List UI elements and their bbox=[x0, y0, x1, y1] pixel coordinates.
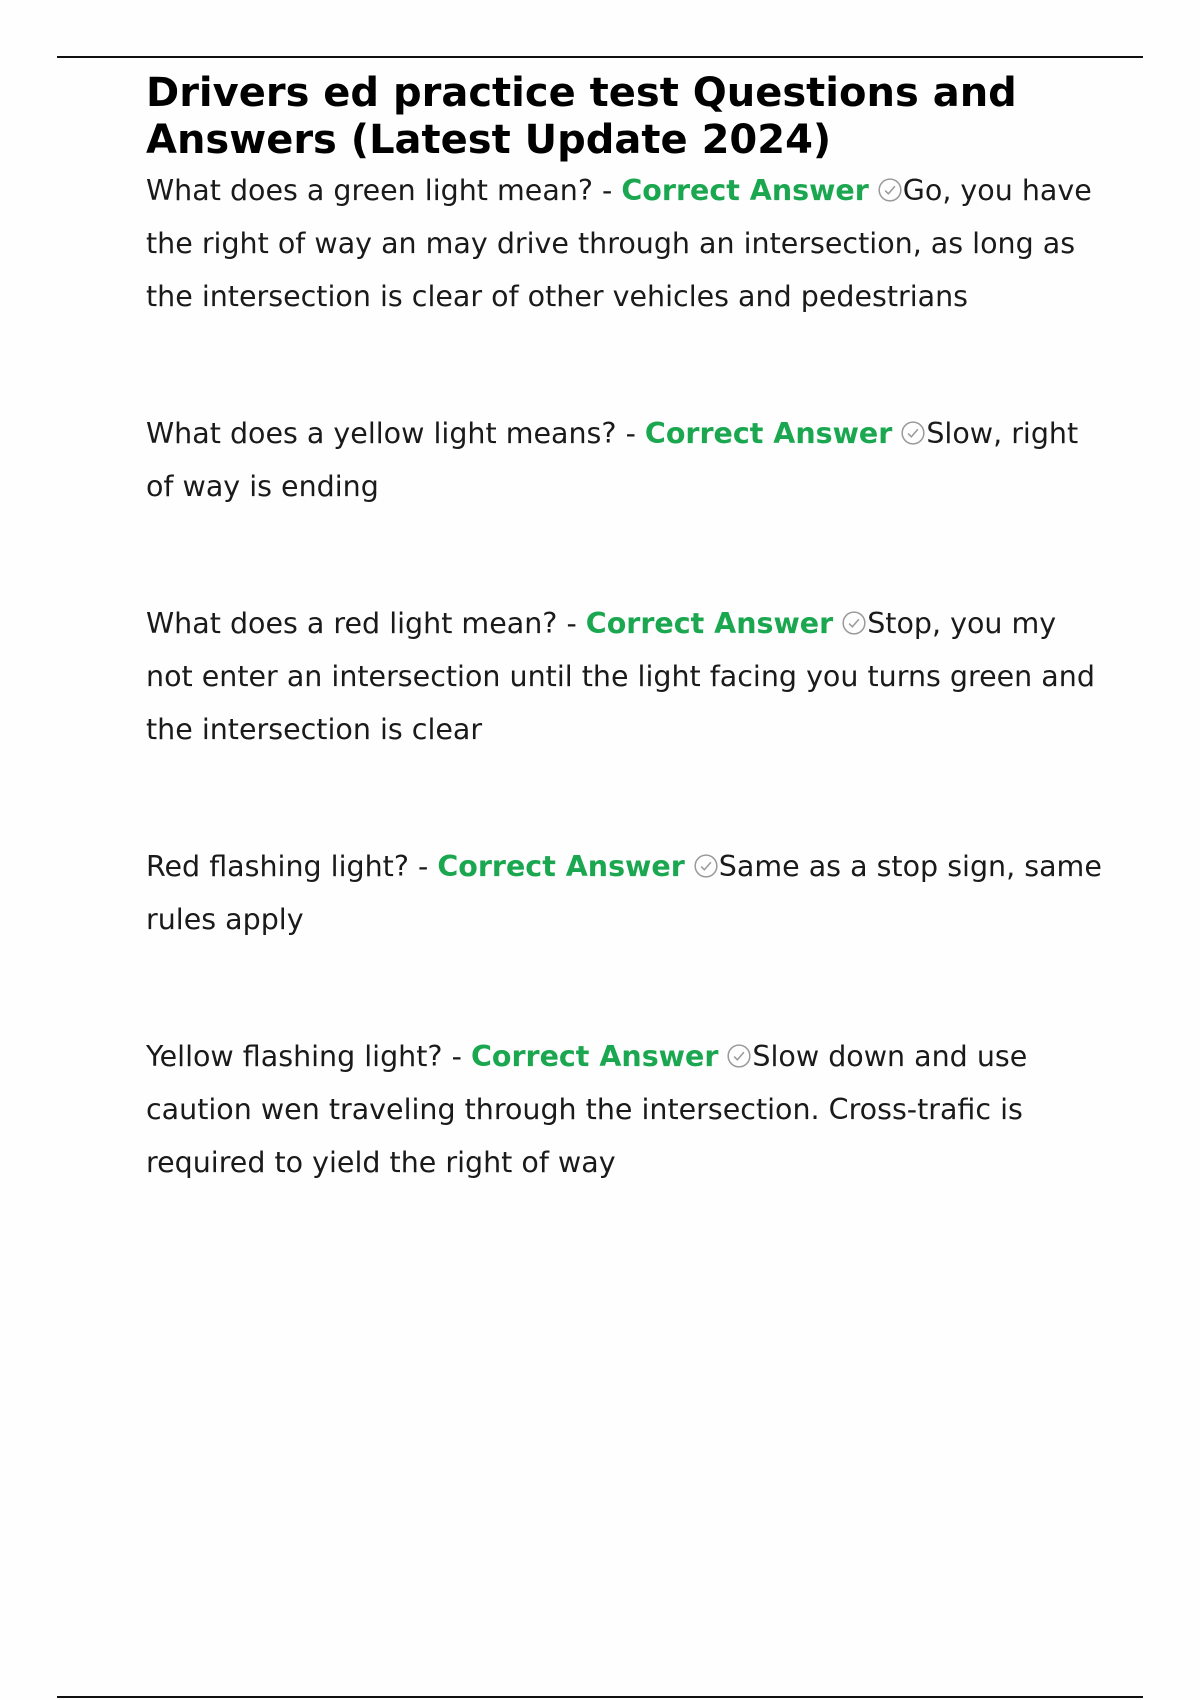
separator: - bbox=[557, 607, 586, 640]
question-text: What does a red light mean? bbox=[146, 607, 558, 640]
separator: - bbox=[592, 174, 622, 207]
qa-item bbox=[146, 1030, 1106, 1189]
page-title: Drivers ed practice test Questions and Answers (Latest Update 2024) bbox=[146, 70, 1017, 163]
correct-answer-label: Correct Answer bbox=[621, 174, 869, 207]
correct-answer-label: Correct Answer bbox=[437, 850, 685, 883]
question-text: Yellow flashing light? bbox=[146, 1040, 443, 1073]
qa-item bbox=[146, 597, 1106, 756]
question-text: Red flashing light? bbox=[146, 850, 409, 883]
separator: - bbox=[408, 850, 438, 883]
check-circle-icon bbox=[877, 177, 903, 203]
answer-text: Stop, you my not enter an intersection until the light facing you turns green and the intersection is clear bbox=[146, 607, 1095, 746]
separator: - bbox=[616, 417, 645, 450]
question-text: What does a yellow light means? bbox=[146, 417, 617, 450]
correct-answer-label: Correct Answer bbox=[470, 1040, 719, 1073]
check-circle-icon bbox=[841, 610, 867, 636]
answer-text: Slow down and use caution wen traveling through the intersection. Cross-trafic is required to yield the right of way bbox=[146, 1040, 1028, 1179]
separator: - bbox=[442, 1040, 471, 1073]
qa-item bbox=[146, 164, 1106, 323]
qa-item bbox=[146, 407, 1106, 513]
top-rule bbox=[57, 56, 1143, 58]
question-text: What does a green light mean? bbox=[146, 174, 593, 207]
document-body bbox=[146, 70, 1106, 1189]
answer-text: Go, you have the right of way an may drive through an intersection, as long as the intersection is clear of other vehicles and pedestrians bbox=[146, 174, 1092, 313]
answer-text: Same as a stop sign, same rules apply bbox=[146, 850, 1102, 936]
answer-text: Slow, right of way is ending bbox=[146, 417, 1079, 503]
check-circle-icon bbox=[900, 420, 926, 446]
qa-item bbox=[146, 840, 1106, 946]
correct-answer-label: Correct Answer bbox=[644, 417, 893, 450]
check-circle-icon bbox=[726, 1043, 752, 1069]
correct-answer-label: Correct Answer bbox=[585, 607, 834, 640]
bottom-rule bbox=[57, 1696, 1143, 1698]
check-circle-icon bbox=[693, 853, 719, 879]
